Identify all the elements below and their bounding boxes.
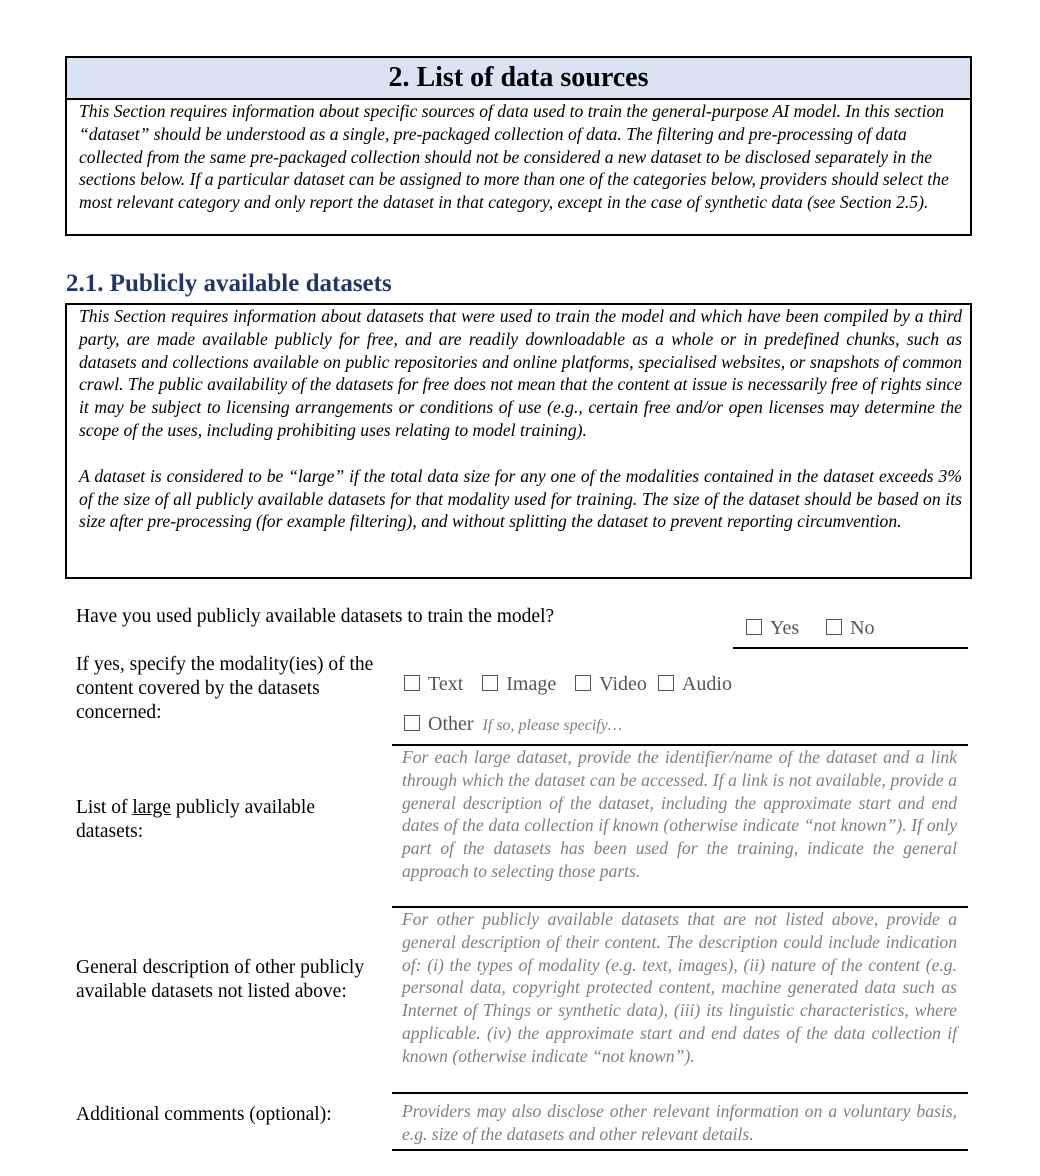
subsection-box	[65, 303, 972, 579]
subsection-para1: This Section requires information about datasets that were used to train the model and which have been compiled by a third party, are made available publicly for free, and are readily downloadable as a whole or in predefined chunks, such as datasets and collections available on public repositories and online platforms, specialised websites, or snapshots of common crawl. The public availability of the datasets for free does not mean that the content at issue is necessarily free of rights since it may be subject to licensing arrangements or conditions of use (e.g., certain free and/or open licenses may determine the scope of the uses, including prohibiting uses relating to model training).	[79, 306, 962, 440]
q-used-label: Have you used publicly available datasets to train the model?	[76, 606, 555, 627]
subsection-para2: A dataset is considered to be “large” if the total data size for any one of the modalities contained in the dataset exceeds 3% of the size of all publicly available datasets for that modality used for training. The size of the dataset should be based on its size after pre-processing (for example filtering), and without splitting the dataset to prevent reporting circumvention.	[79, 465, 962, 532]
q-other-label: General description of other publicly available datasets not listed above:	[76, 957, 365, 1002]
large-datasets-input[interactable]: For each large dataset, provide the identifier/name of the dataset and a link through which the dataset can be accessed. If a link is not available, provide a general description of the dataset, including the approximate start and end dates of the data collection if known (otherwise indicate “not known”). If only part of the datasets has been used for the training, indicate the general approach to selecting those parts.	[402, 747, 957, 881]
other-checkbox[interactable]: Other	[404, 713, 474, 735]
no-checkbox[interactable]: No	[826, 617, 874, 639]
section-intro: This Section requires information about specific sources of data used to train the general-purpose AI model. In this section “dataset” should be understood as a single, pre-packaged collection of data. The filtering and pre-processing of data collected from the same pre-packaged collection should not be considered a new dataset to be disclosed separately in the sections below. If a particular dataset can be assigned to more than one of the categories below, providers should select the most relevant category and only report the dataset in that category, except in the case of synthetic data (see Section 2.5).	[79, 101, 949, 213]
divider	[392, 1149, 968, 1151]
image-checkbox[interactable]: Image	[482, 673, 556, 695]
divider	[733, 647, 968, 649]
divider	[392, 1092, 968, 1094]
comments-input[interactable]: Providers may also disclose other relevant information on a voluntary basis, e.g. size of the datasets and other relevant details.	[402, 1101, 957, 1144]
other-specify-input[interactable]: If so, please specify…	[482, 717, 623, 734]
video-checkbox[interactable]: Video	[575, 673, 647, 695]
text-checkbox[interactable]: Text	[404, 673, 463, 695]
q-comments-label: Additional comments (optional):	[76, 1104, 332, 1125]
section-box	[65, 56, 972, 236]
other-datasets-input[interactable]: For other publicly available datasets that are not listed above, provide a general description of their content. The description could include indication of: (i) the types of modality (e.g. text, images), (ii) nature of the content (e.g. personal data, copyright protected content, machine generated data such as Internet of Things or synthetic data), (iii) its linguistic characteristics, where applicable. (iv) the approximate start and end dates of the data collection if known (otherwise indicate “not known”).	[402, 909, 957, 1066]
yes-checkbox[interactable]: Yes	[746, 617, 799, 639]
subsection-title: 2.1. Publicly available datasets	[66, 270, 392, 297]
q-large-label: List of large publicly available datasets:	[76, 797, 316, 842]
audio-checkbox[interactable]: Audio	[658, 673, 732, 695]
section-title: 2. List of data sources	[67, 58, 970, 100]
q-modality-label: If yes, specify the modality(ies) of the content covered by the datasets concerned:	[76, 654, 374, 723]
